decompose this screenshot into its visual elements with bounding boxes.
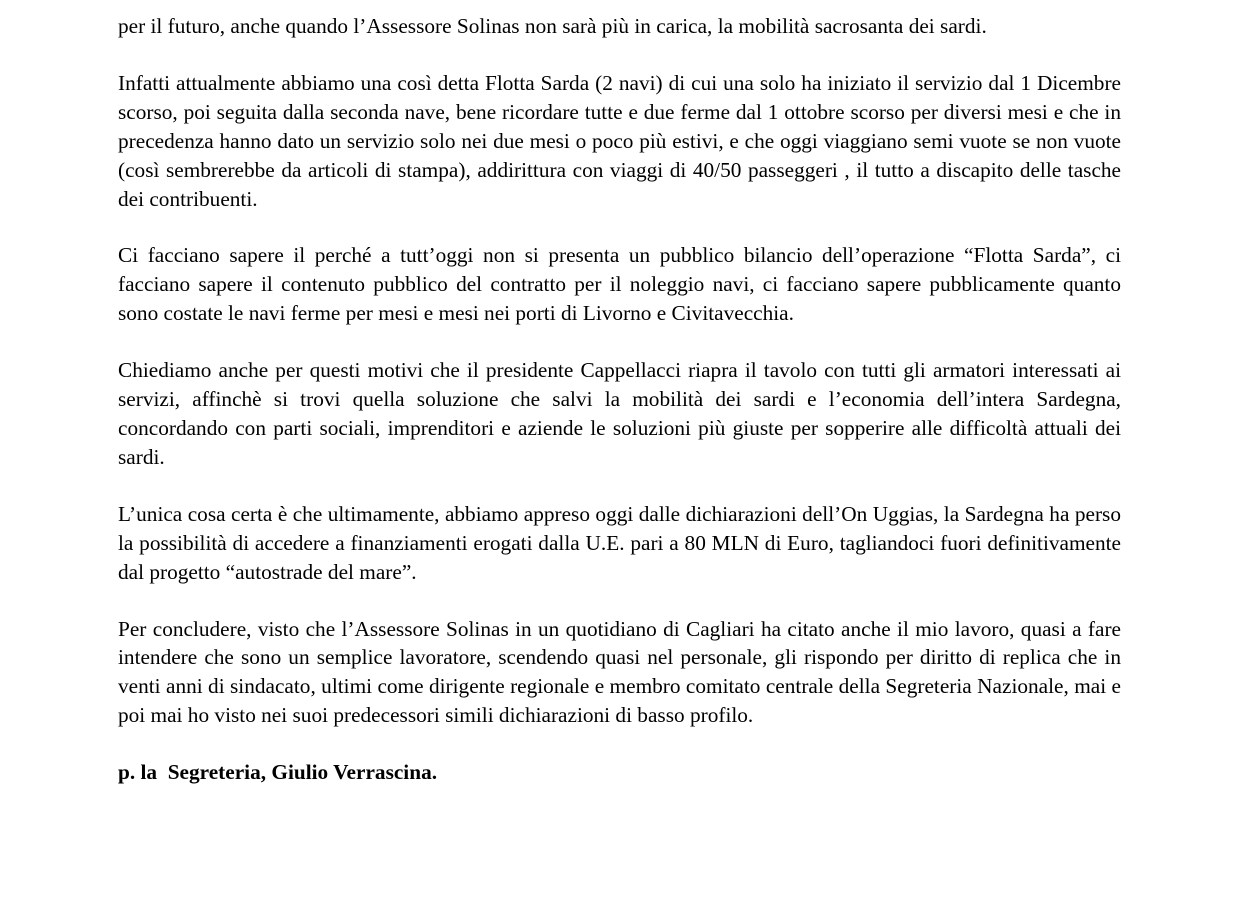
paragraph-4: Chiediamo anche per questi motivi che il presidente Cappellacci riapra il tavolo con tutti gli armatori interessati ai servizi, affinchè si trovi quella soluzione che salvi la mobilità dei sardi e l’economia dell’intera Sardegna, concordando con parti sociali, imprenditori e aziende le soluzioni più giuste per sopperire alle difficoltà attuali dei sardi. — [118, 358, 1121, 469]
paragraph-1: per il futuro, anche quando l’Assessore Solinas non sarà più in carica, la mobilità sacrosanta dei sardi. — [118, 14, 987, 38]
paragraph-2: Infatti attualmente abbiamo una così detta Flotta Sarda (2 navi) di cui una solo ha iniziato il servizio dal 1 Dicembre scorso, poi seguita dalla seconda nave, bene ricordare tutte e due ferme dal 1 ottobre scorso per diversi mesi e che in precedenza hanno dato un servizio solo nei due mesi o poco più estivi, e che oggi viaggiano semi vuote se non vuote (così sembrerebbe da articoli di stampa), addirittura con viaggi di 40/50 passeggeri , il tutto a discapito delle tasche dei contribuenti. — [118, 70, 1121, 211]
document-page — [118, 12, 1121, 787]
signature: p. la Segreteria, Giulio Verrascina. — [118, 760, 438, 785]
paragraph-3: Ci facciano sapere il perché a tutt’oggi non si presenta un pubblico bilancio dell’operazione “Flotta Sarda”, ci facciano sapere il contenuto pubblico del contratto per il noleggio navi, ci facciano sapere pubblicamente quanto sono costate le navi ferme per mesi e mesi nei porti di Livorno e Civitavecchia. — [118, 243, 1121, 326]
paragraph-6: Per concludere, visto che l’Assessore Solinas in un quotidiano di Cagliari ha citato anche il mio lavoro, quasi a fare intendere che sono un semplice lavoratore, scendendo quasi nel personale, gli rispondo per diritto di replica che in venti anni di sindacato, ultimi come dirigente regionale e membro comitato centrale della Segreteria Nazionale, mai e poi mai ho visto nei suoi predecessori simili dichiarazioni di basso profilo. — [118, 616, 1121, 728]
paragraph-5: L’unica cosa certa è che ultimamente, abbiamo appreso oggi dalle dichiarazioni dell’On Uggias, la Sardegna ha perso la possibilità di accedere a finanziamenti erogati dalla U.E. pari a 80 MLN di Euro, tagliandoci fuori definitivamente dal progetto “autostrade del mare”. — [118, 501, 1121, 584]
